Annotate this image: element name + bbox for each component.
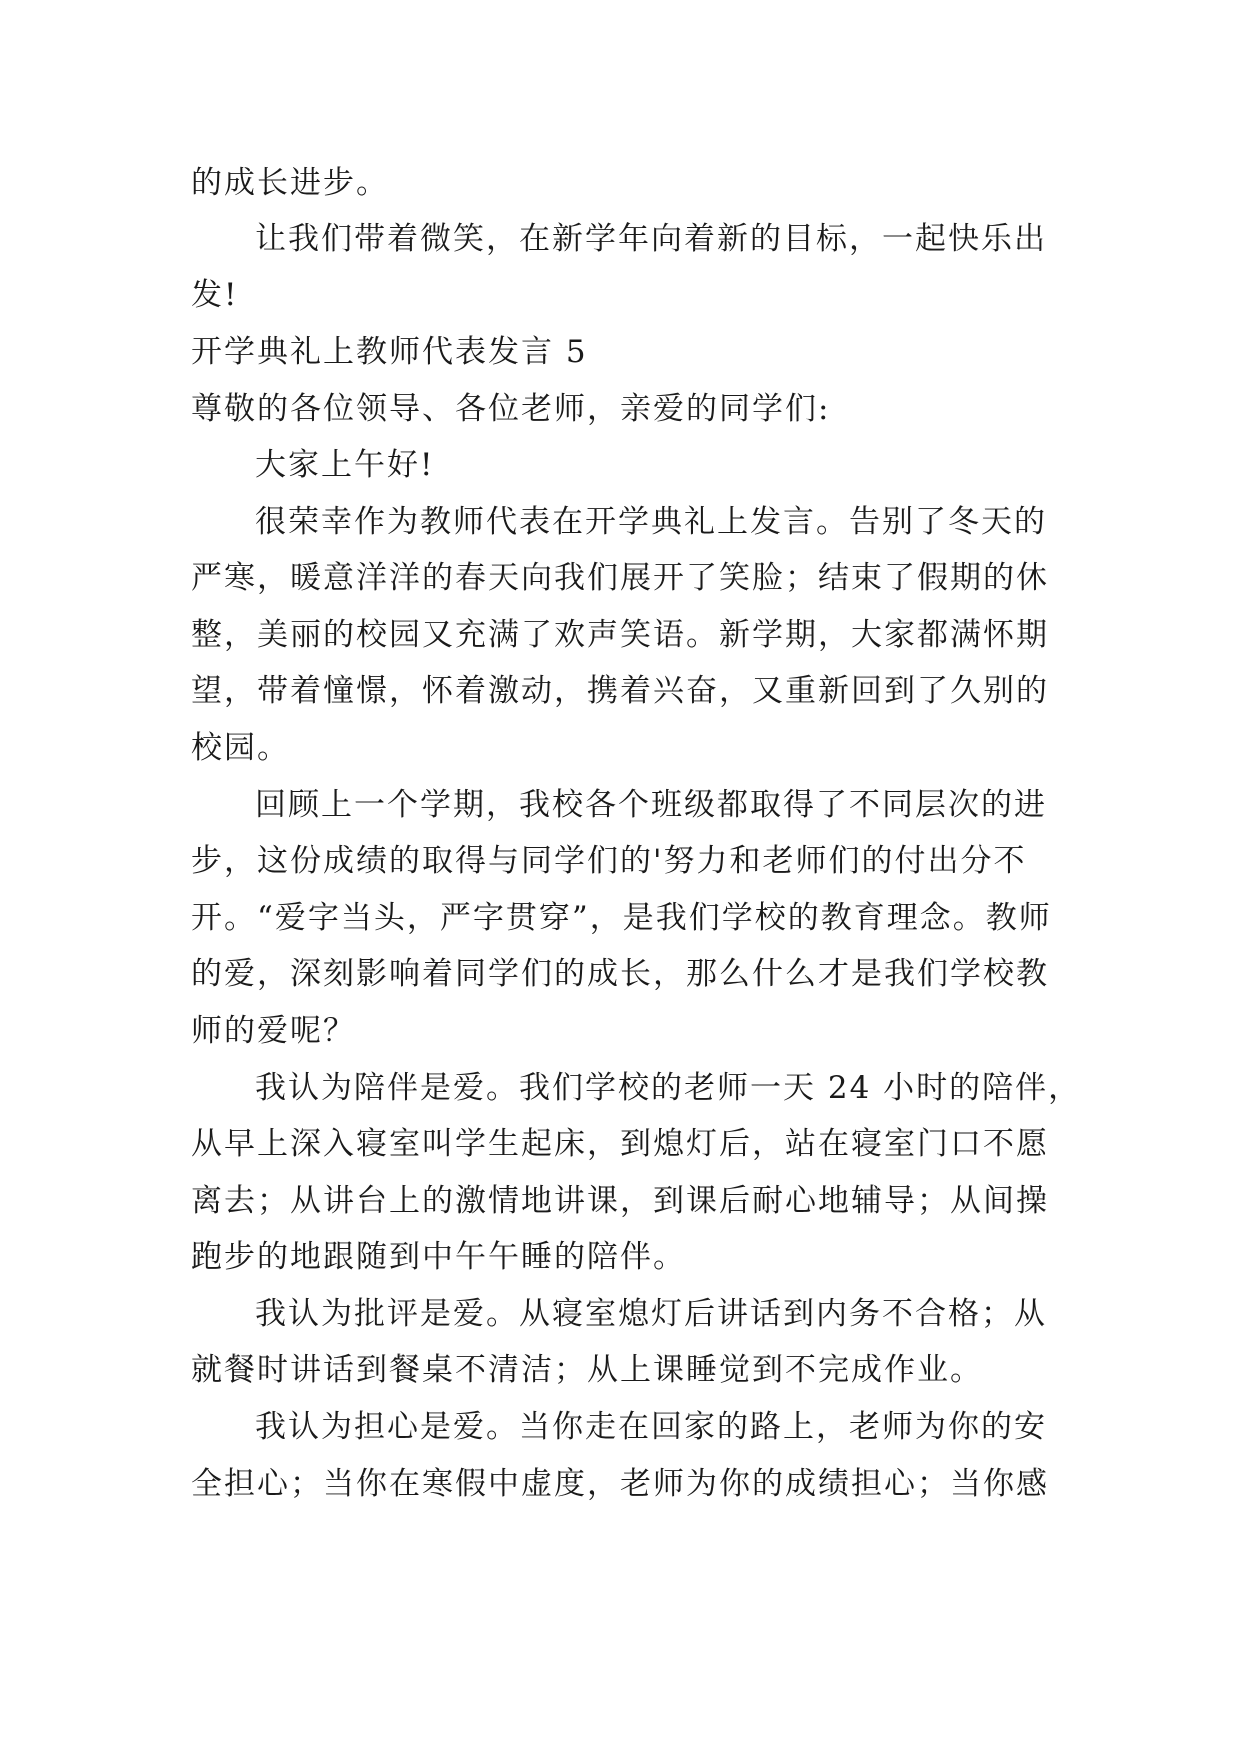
text-line: 我认为陪伴是爱。我们学校的老师一天 24 小时的陪伴， [255,1070,1082,1106]
section-heading: 开学典礼上教师代表发言 5 [191,334,588,370]
text-line: 望，带着憧憬，怀着激动，携着兴奋，又重新回到了久别的 [191,673,1049,709]
text-line: 发! [191,277,239,313]
text-line: 我认为担心是爱。当你走在回家的路上，老师为你的安 [255,1409,1047,1445]
text-line: 很荣幸作为教师代表在开学典礼上发言。告别了冬天的 [255,504,1047,540]
text-line: 从早上深入寝室叫学生起床，到熄灯后，站在寝室门口不愿 [191,1126,1049,1162]
text-line: 让我们带着微笑，在新学年向着新的目标，一起快乐出 [255,221,1047,257]
greeting: 大家上午好! [255,447,435,483]
text-line: 跑步的地跟随到中午午睡的陪伴。 [191,1239,686,1275]
text-line: 步，这份成绩的取得与同学们的'努力和老师们的付出分不 [191,843,1027,879]
text-line: 整，美丽的校园又充满了欢声笑语。新学期，大家都满怀期 [191,617,1049,653]
text-line: 就餐时讲话到餐桌不清洁；从上课睡觉到不完成作业。 [191,1352,983,1388]
text-line: 的爱，深刻影响着同学们的成长，那么什么才是我们学校教 [191,956,1049,992]
text-line: 全担心；当你在寒假中虚度，老师为你的成绩担心；当你感 [191,1466,1049,1502]
text-line: 严寒，暖意洋洋的春天向我们展开了笑脸；结束了假期的休 [191,560,1049,596]
text-line: 离去；从讲台上的激情地讲课，到课后耐心地辅导；从间操 [191,1183,1049,1219]
text-line: 我认为批评是爱。从寝室熄灯后讲话到内务不合格；从 [255,1296,1047,1332]
salutation: 尊敬的各位领导、各位老师，亲爱的同学们: [191,391,831,427]
text-line: 师的爱呢？ [191,1013,356,1049]
text-line: 校园。 [191,730,290,766]
text-line: 开。“爱字当头，严字贯穿”，是我们学校的教育理念。教师 [191,900,1052,936]
text-line: 的成长进步。 [191,165,389,201]
text-line: 回顾上一个学期，我校各个班级都取得了不同层次的进 [255,787,1047,823]
